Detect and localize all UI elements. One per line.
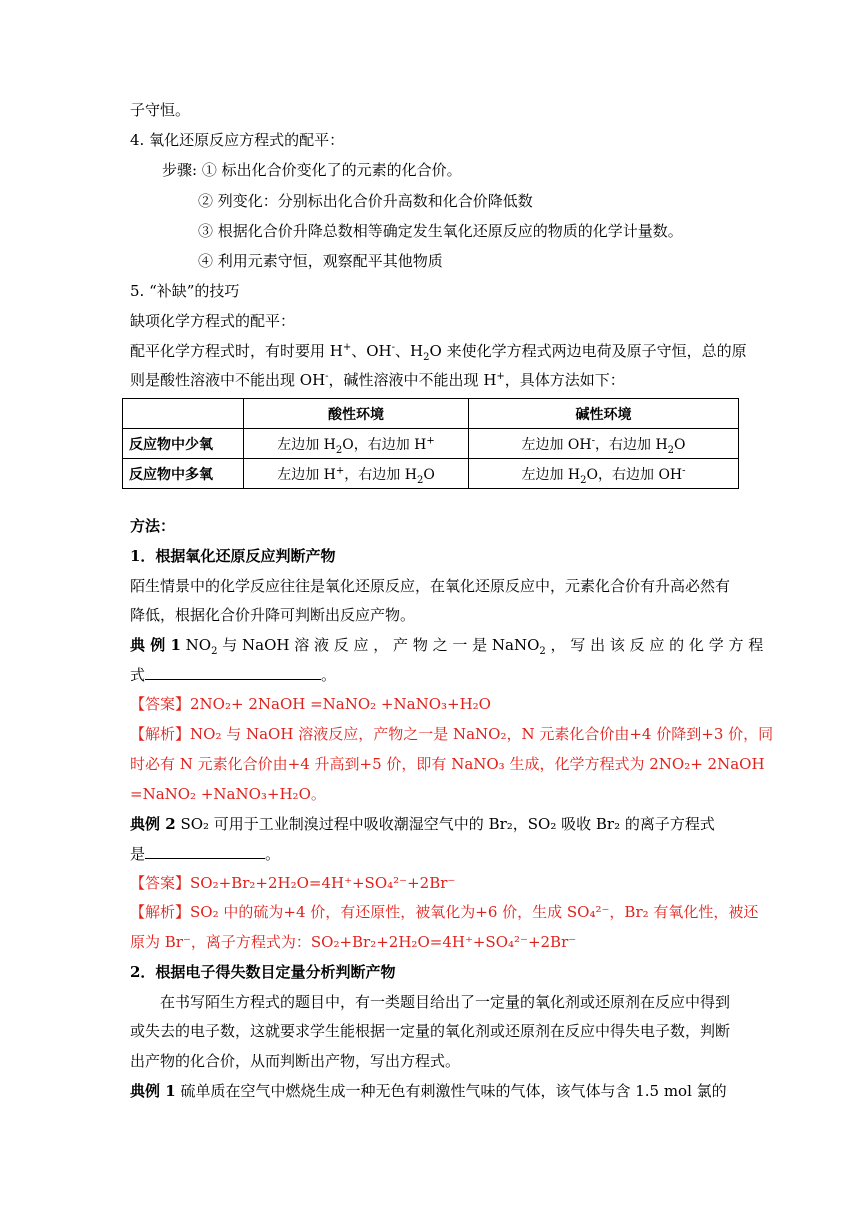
text-span: ，右边加 H <box>595 436 668 453</box>
text-span: 左边加 H <box>277 436 336 453</box>
method-1-para-1: 陌生情景中的化学反应往往是氧化还原反应，在氧化还原反应中，元素化合价有升高必然有 <box>130 577 731 595</box>
item5-title: 5. “补缺”的技巧 <box>130 282 240 300</box>
text-span: O 来使化学方程式两边电荷及原子守恒，总的原 <box>429 342 747 360</box>
example-1-analysis-3: =NaNO₂ +NaNO₃+H₂O。 <box>130 785 326 803</box>
text-span: 。 <box>265 845 281 863</box>
methods-title: 方法： <box>130 517 176 535</box>
analysis-label: 【解析】 <box>130 725 191 743</box>
text-span: ，碱性溶液中不能出现 H <box>328 371 497 389</box>
text-span: 式 <box>130 666 146 684</box>
answer-label: 【答案】 <box>130 874 191 892</box>
example-1-analysis-1 <box>130 724 773 744</box>
method-2-para-2: 或失去的电子数，这就要求学生能根据一定量的氧化剂或还原剂在反应中得失电子数，判断 <box>130 1022 731 1040</box>
text-span: 硫单质在空气中燃烧生成一种无色有刺激性气味的气体，该气体与含 1.5 mol 氯的 <box>175 1082 727 1100</box>
table-row <box>123 459 739 489</box>
table-cell: 左边加 $H_2O$，右边加 OH- <box>469 459 739 489</box>
table-header-base: 碱性环境 <box>469 399 739 429</box>
table-header-row <box>123 399 739 429</box>
example-2-analysis-1 <box>130 902 758 922</box>
text-span: 与 NaOH 溶 液 反 应 ， 产 物 之 一 是 NaNO <box>217 636 540 654</box>
environment-table <box>122 398 739 489</box>
step-4: ④ 利用元素守恒，观察配平其他物质 <box>198 252 443 270</box>
text-span: O <box>423 466 435 483</box>
answer-label: 【答案】 <box>130 695 191 713</box>
principle-line-1: 配平化学方程式时，有时要用 H+、OH-、$H_2O$ 来使化学方程式两边电荷及原子守恒，总的原 <box>130 342 747 363</box>
principle-line-2: 则是酸性溶液中不能出现 OH-，碱性溶液中不能出现 H+，具体方法如下： <box>130 371 625 389</box>
text-span: O，右边加 OH <box>586 466 683 483</box>
text-span: O，右边加 H <box>342 436 427 453</box>
example-label: 典 例 1 <box>130 636 181 654</box>
answer-blank[interactable] <box>145 843 265 859</box>
example-3-question <box>130 1081 727 1101</box>
method-1-title: 1．根据氧化还原反应判断产物 <box>130 547 336 565</box>
analysis-text: NO₂ 与 NaOH 溶液反应，产物之一是 NaNO₂，N 元素化合价由+4 价降到+3 价，同 <box>190 725 774 743</box>
steps-label: 步骤: <box>162 161 198 179</box>
method-2-title: 2．根据电子得失数目定量分析判断产物 <box>130 963 396 981</box>
text-span: 。 <box>321 666 337 684</box>
example-label: 典例 2 <box>130 815 176 833</box>
example-1-analysis-2: 时必有 N 元素化合价由+4 升高到+5 价，即有 NaNO₃ 生成，化学方程式为 2NO₂+ 2NaOH <box>130 755 765 773</box>
row-label: 反应物中少氧 <box>123 429 244 459</box>
text-span: O <box>674 436 686 453</box>
step-2: ② 列变化：分别标出化合价升高数和化合价降低数 <box>198 192 533 210</box>
step-1-text: ① 标出化合价变化了的元素的化合价。 <box>201 161 462 179</box>
example-1-question-2 <box>130 664 336 685</box>
text-span: 左边加 H <box>277 466 336 483</box>
text-span: 则是酸性溶液中不能出现 OH <box>130 371 326 389</box>
item4-title: 4. 氧化还原反应方程式的配平： <box>130 131 345 149</box>
example-2-question-2 <box>130 843 280 864</box>
row-label: 反应物中多氧 <box>123 459 244 489</box>
text-span: ，右边加 H <box>344 466 417 483</box>
table-cell: 左边加 $H_2O$，右边加 H+ <box>244 429 469 459</box>
example-1-answer <box>130 694 491 714</box>
example-label: 典例 1 <box>130 1082 176 1100</box>
text-span: 左边加 OH <box>521 436 592 453</box>
text-span: 是 <box>130 845 146 863</box>
example-2-question <box>130 814 715 834</box>
table-cell: 左边加 H+，右边加 $H_2O$ <box>244 459 469 489</box>
text-span: 左边加 H <box>521 466 581 483</box>
answer-text: 2NO₂+ 2NaOH =NaNO₂ +NaNO₃+H₂O <box>190 695 491 713</box>
answer-text: SO₂+Br₂+2H₂O=4H⁺+SO₄²⁻+2Br⁻ <box>190 874 456 892</box>
text-span: NO <box>180 636 212 654</box>
step-1 <box>162 160 462 180</box>
text-span: SO₂ 可用于工业制溴过程中吸收潮湿空气中的 Br₂，SO₂ 吸收 Br₂ 的离子方程式 <box>175 815 715 833</box>
example-2-answer <box>130 873 455 893</box>
missing-item-title: 缺项化学方程式的配平： <box>130 312 296 330</box>
table-header-empty <box>123 399 244 429</box>
analysis-text: SO₂ 中的硫为+4 价，有还原性，被氧化为+6 价，生成 SO₄²⁻，Br₂ 有氧化性，被还 <box>190 903 759 921</box>
answer-blank[interactable] <box>145 664 321 680</box>
text-span: ，具体方法如下： <box>504 371 625 389</box>
continuation-line: 子守恒。 <box>130 101 191 119</box>
text-span: ， 写 出 该 反 应 的 化 学 方 程 <box>545 636 764 654</box>
example-1-question: 典 例 1 $NO_2$ 与 NaOH 溶 液 反 应 ， 产 物 之 一 是 NaNO$_2$ ， 写 出 该 反 应 的 化 学 方 程 <box>130 636 764 657</box>
method-2-para-3: 出产物的化合价，从而判断出产物，写出方程式。 <box>130 1052 461 1070</box>
table-header-acid: 酸性环境 <box>244 399 469 429</box>
text-span: 、H <box>395 342 424 360</box>
step-3: ③ 根据化合价升降总数相等确定发生氧化还原反应的物质的化学计量数。 <box>198 222 683 240</box>
method-1-para-2: 降低，根据化合价升降可判断出反应产物。 <box>130 606 416 624</box>
example-2-analysis-2: 原为 Br⁻，离子方程式为：SO₂+Br₂+2H₂O=4H⁺+SO₄²⁻+2Br⁻ <box>130 933 577 951</box>
analysis-label: 【解析】 <box>130 903 191 921</box>
text-span: 、OH <box>351 342 392 360</box>
table-cell: 左边加 OH-，右边加 $H_2O$ <box>469 429 739 459</box>
table-row <box>123 429 739 459</box>
text-span: 配平化学方程式时，有时要用 H <box>130 342 343 360</box>
method-2-para-1: 在书写陌生方程式的题目中，有一类题目给出了一定量的氧化剂或还原剂在反应中得到 <box>160 993 731 1011</box>
